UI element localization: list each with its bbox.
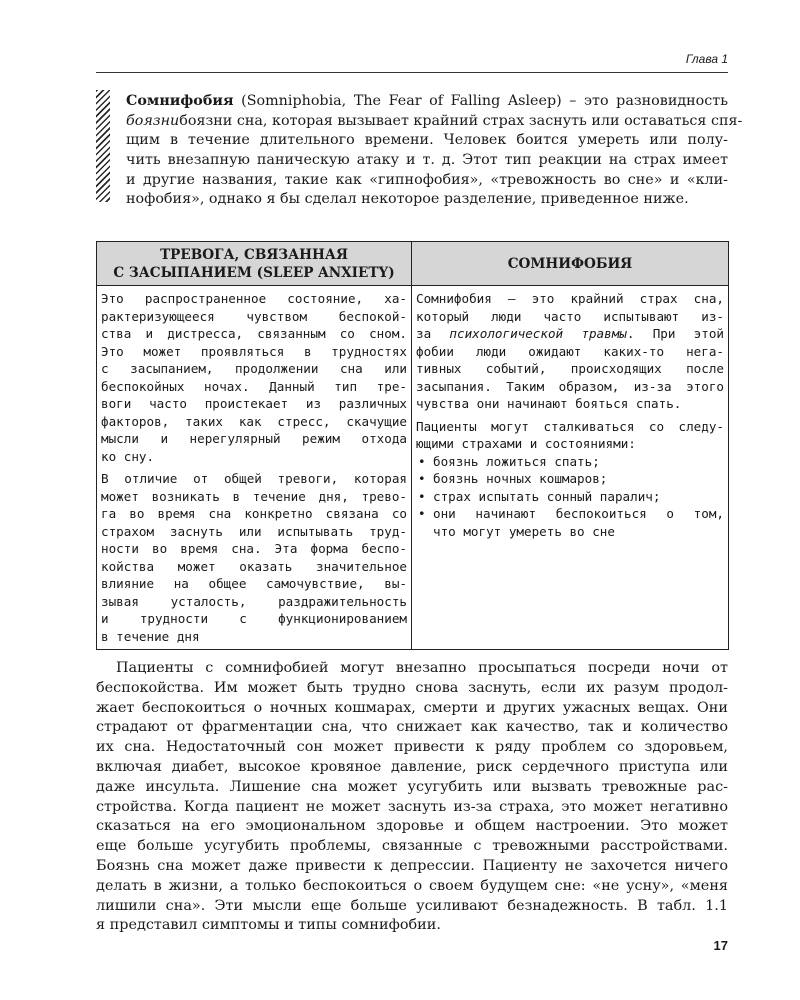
bullet-icon: • xyxy=(418,488,426,504)
paragraph: В отличие от общей тревоги, которая может возникать в течение дня, трево- га во время сна конкретно связана со страхом заснуть или испытывать труд- ности во время сна. Эта форма беспо- койства может оказать значительное влияние на общее самочувствие, вы- зывая усталость, раздражительность и трудности с функционированием в течение дня xyxy=(101,471,407,644)
definition-line: щим в течение длительного времени. Человек боится умереть или полу- xyxy=(126,132,728,149)
definition-line: чить внезапную паническую атаку и т. д. Этот тип реакции на страх имеет xyxy=(126,152,728,169)
emphasis-text: психологической травмы xyxy=(449,326,627,341)
cell-somniphobia xyxy=(412,286,729,650)
page-number: 17 xyxy=(713,938,728,953)
definition-box xyxy=(96,90,743,208)
definition-text xyxy=(126,92,743,210)
bullet-icon: • xyxy=(418,453,426,469)
header-sleep-anxiety: ТРЕВОГА, СВЯЗАННАЯ С ЗАСЫПАНИЕМ (SLEEP ANXIETY) xyxy=(97,242,412,286)
definition-line: Сомнифобия (Somniphobia, The Fear of Falling Asleep) – это разновидность xyxy=(126,93,728,109)
definition-term: Сомнифобия xyxy=(126,93,234,109)
chapter-label: Глава 1 xyxy=(685,52,728,66)
definition-line: и другие названия, такие как «гипнофобия», «тревожность во сне» и «кли- xyxy=(126,171,728,188)
bullet-icon: • xyxy=(418,471,426,486)
list-item: • страх испытать сонный паралич; xyxy=(418,488,661,504)
list-item: • боязнь ложиться спать; xyxy=(418,453,600,469)
paragraph: Сомнифобия – это крайний страх сна, который люди часто испытывают из- за психологической травмы. При этой фобии люди ожидают каких-то нега- тивных событий, происходящих после засыпания. Таким образом, из-за этого чувства они начинают бояться спать. xyxy=(416,291,724,411)
emphasis-text: боязни xyxy=(126,112,180,129)
list-item: • они начинают беспокоиться о том, что могут умереть во сне xyxy=(418,506,724,539)
table-row xyxy=(97,286,729,650)
definition-line: нофобия», однако я бы сделал некоторое разделение, приведенное ниже. xyxy=(126,191,689,208)
body-paragraph: Пациенты с сомнифобией могут внезапно просыпаться посреди ночи от беспокойства. Им может быть трудно снова заснуть, если их разум продол- жает беспокоиться о ночных кошмарах, смерти и других ужасных вещах. Они страдают от фрагментации сна, что снижает как качество, так и количество их сна. Недостаточный сон может привести к ряду проблем со здоровьем, включая диабет, высокое кровяное давление, риск сердечного приступа или даже инсульта. Лишение сна может усугубить или вызвать тревожные рас- стройства. Когда пациент не может заснуть из-за страха, это может негативно сказаться на его эмоциональном здоровье и общем настроении. Это может еще больше усугубить проблемы, связанные с тревожными расстройствами. Боязнь сна может даже привести к депрессии. Пациенту не захочется ничего делать в жизни, а только беспокоиться о своем будущем сне: «не усну», «меня лишили сна». Эти мысли еще больше усиливают безнадежность. В табл. 1.1 я представил симптомы и типы сомнифобии. xyxy=(96,660,728,934)
header-somniphobia: СОМНИФОБИЯ xyxy=(412,242,729,286)
comparison-table xyxy=(96,241,729,650)
running-header xyxy=(96,52,728,73)
definition-line: боязнибоязни сна, которая вызывает крайний страх заснуть или оставаться спя- xyxy=(126,112,743,129)
paragraph: Это распространенное состояние, ха- рактеризующееся чувством беспокой- ства и дистресса, связанным со сном. Это может проявляться в трудностях с засыпанием, продолжении сна или беспокойных ночах. Данный тип тре- воги часто проистекает из различных факторов, таких как стресс, скачущие мысли и нерегулярный режим отхода ко сну. xyxy=(101,291,407,464)
cell-sleep-anxiety xyxy=(97,286,412,650)
table-header-row xyxy=(97,242,729,286)
hatch-bar-decoration xyxy=(96,90,110,202)
fears-list xyxy=(416,453,724,541)
bullet-icon: • xyxy=(418,506,426,521)
list-intro: Пациенты могут сталкиваться со следу- ющими страхами и состояниями: xyxy=(416,418,724,451)
list-item: • боязнь ночных кошмаров; xyxy=(418,471,608,486)
